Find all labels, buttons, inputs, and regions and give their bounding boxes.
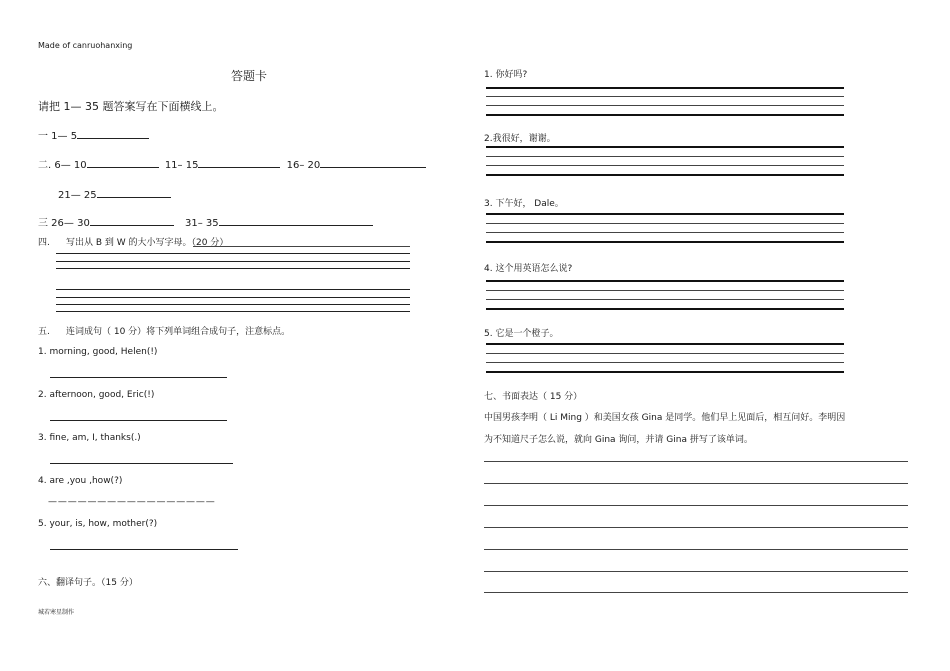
section-one-label: 一 1— 5	[38, 131, 78, 142]
writing-line[interactable]	[486, 114, 844, 116]
section-five-label: 五.	[38, 327, 50, 337]
sentence-item: 1. morning, good, Helen(!)	[38, 347, 158, 357]
section-three-b-label: 31– 35	[185, 218, 219, 229]
answer-blank-16-20[interactable]	[320, 156, 426, 168]
made-of-label: Made of canruohanxing	[38, 41, 133, 50]
writing-line[interactable]	[486, 165, 844, 166]
writing-line[interactable]	[486, 308, 844, 310]
writing-line[interactable]	[486, 105, 844, 106]
writing-line[interactable]	[486, 280, 844, 282]
translation-item: 2.我很好，谢谢。	[484, 134, 556, 144]
writing-line[interactable]	[486, 343, 844, 345]
section-two-d-label: 21— 25	[58, 190, 97, 201]
translation-item: 3. 下午好， Dale。	[484, 199, 564, 209]
dashed-answer-line[interactable]: — — — — — — — — — — — — — — — — —	[48, 497, 214, 507]
sentence-item: 3. fine, am, I, thanks(.)	[38, 433, 141, 443]
sentence-item: 2. afternoon, good, Eric(!)	[38, 390, 155, 400]
writing-line[interactable]	[486, 362, 844, 363]
essay-line[interactable]	[484, 571, 908, 572]
sentence-item: 4. are ,you ,how(?)	[38, 476, 123, 486]
sentence-item: 5. your, is, how, mother(?)	[38, 519, 158, 529]
answer-line[interactable]	[50, 463, 233, 464]
section-two-row-2	[58, 186, 171, 201]
section-seven-paragraph: 为不知道尺子怎么说，就向 Gina 询问，并请 Gina 拼写了该单词。	[484, 435, 753, 445]
section-one-row	[38, 127, 149, 142]
answer-line[interactable]	[50, 420, 227, 421]
essay-line[interactable]	[484, 461, 908, 462]
answer-blank-1-5[interactable]	[77, 127, 149, 139]
writing-line[interactable]	[486, 299, 844, 300]
writing-line[interactable]	[486, 96, 844, 97]
essay-line[interactable]	[484, 505, 908, 506]
answer-blank-11-15[interactable]	[198, 156, 280, 168]
writing-line[interactable]	[56, 311, 410, 312]
writing-line[interactable]	[486, 241, 844, 243]
section-four-text: 写出从 B 到 W 的大小写字母。（20 分）	[66, 238, 229, 248]
answer-blank-21-25[interactable]	[97, 186, 171, 198]
writing-line[interactable]	[486, 371, 844, 373]
writing-line[interactable]	[193, 246, 410, 247]
section-two-row	[38, 156, 426, 171]
writing-line[interactable]	[486, 353, 844, 354]
writing-line[interactable]	[56, 268, 410, 269]
translation-item: 4. 这个用英语怎么说?	[484, 264, 573, 274]
essay-line[interactable]	[484, 592, 908, 593]
writing-line[interactable]	[56, 304, 410, 305]
translation-item: 1. 你好吗?	[484, 70, 528, 80]
section-two-c-label: 16– 20	[286, 160, 321, 171]
writing-line[interactable]	[486, 223, 844, 224]
essay-line[interactable]	[484, 527, 908, 528]
writing-line[interactable]	[56, 253, 410, 254]
writing-line[interactable]	[486, 146, 844, 148]
writing-line[interactable]	[486, 87, 844, 89]
section-three-a-label: 三 26— 30	[38, 218, 90, 229]
essay-line[interactable]	[484, 483, 908, 484]
writing-line[interactable]	[486, 156, 844, 157]
section-seven-title: 七、书面表达（ 15 分）	[484, 392, 583, 402]
writing-line[interactable]	[486, 174, 844, 176]
footer-note: 城若寒星制作	[38, 609, 75, 616]
page-title: 答题卡	[231, 69, 268, 83]
translation-item: 5. 它是一个橙子。	[484, 329, 559, 339]
answer-line[interactable]	[50, 549, 238, 550]
section-two-b-label: 11– 15	[164, 160, 199, 171]
section-six-label: 六、翻译句子。（15 分）	[38, 578, 138, 588]
section-seven-paragraph: 中国男孩李明（ Li Ming ）和美国女孩 Gina 是同学。他们早上见面后，相互问好。李明因	[484, 413, 846, 423]
writing-line[interactable]	[56, 289, 410, 290]
section-two-a-label: 二. 6— 10	[38, 160, 87, 171]
writing-line[interactable]	[56, 297, 410, 298]
essay-line[interactable]	[484, 549, 908, 550]
answer-blank-6-10[interactable]	[87, 156, 159, 168]
section-five-text: 连词成句（ 10 分）将下列单词组合成句子，注意标点。	[66, 327, 291, 337]
answer-line[interactable]	[50, 377, 227, 378]
instruction-text: 请把 1— 35 题答案写在下面横线上。	[38, 100, 224, 113]
section-four-label: 四.	[38, 238, 50, 248]
writing-line[interactable]	[486, 213, 844, 215]
writing-line[interactable]	[486, 290, 844, 291]
writing-line[interactable]	[56, 261, 410, 262]
section-three-row	[38, 214, 373, 229]
answer-blank-26-30[interactable]	[90, 214, 174, 226]
answer-blank-31-35[interactable]	[219, 214, 373, 226]
writing-line[interactable]	[486, 232, 844, 233]
